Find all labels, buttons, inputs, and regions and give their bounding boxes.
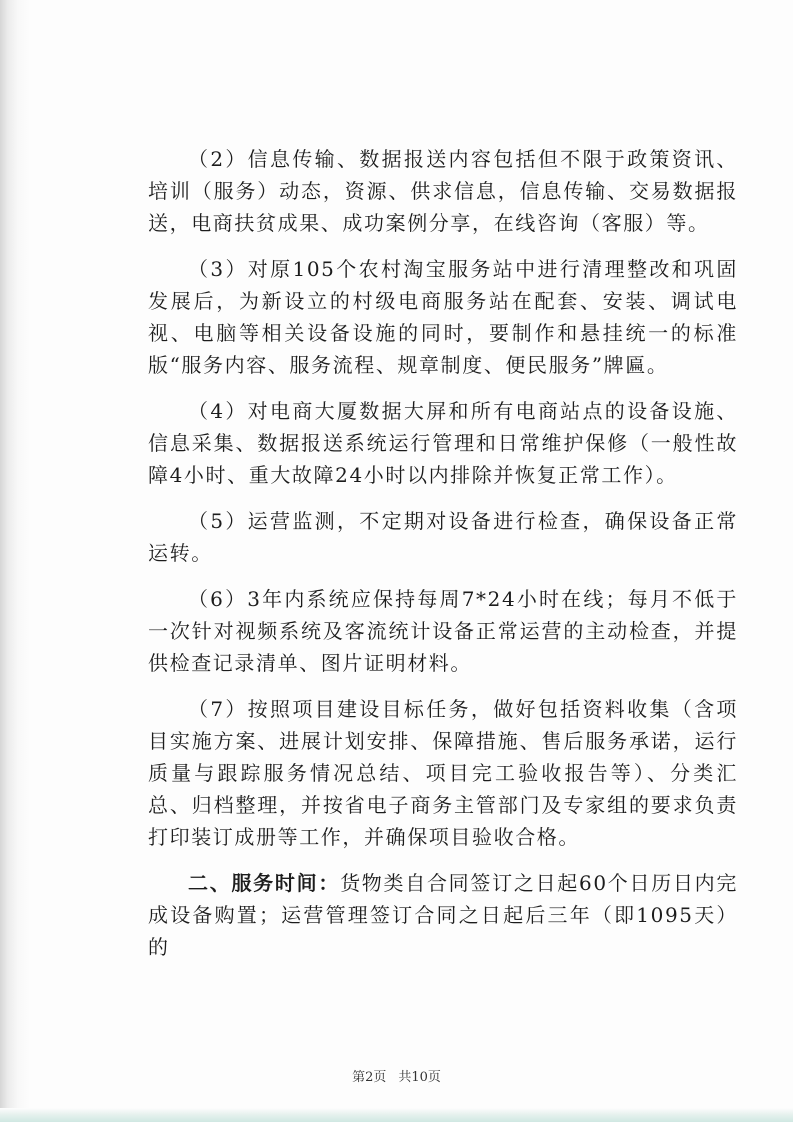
page-footer bbox=[0, 1066, 793, 1085]
paragraph-6: （6）3年内系统应保持每周7*24小时在线；每月不低于一次针对视频系统及客流统计设备正常运营的主动检查，并提供检查记录清单、图片证明材料。 bbox=[148, 587, 738, 675]
section-heading: 二、服务时间： bbox=[188, 871, 341, 895]
scan-bottom-edge bbox=[0, 1108, 793, 1122]
service-time-paragraph bbox=[148, 867, 738, 963]
page-total: 共10页 bbox=[398, 1070, 441, 1085]
paragraph-3: （3）对原105个农村淘宝服务站中进行清理整改和巩固发展后，为新设立的村级电商服务站在配套、安装、调试电视、电脑等相关设备设施的同时，要制作和悬挂统一的标准版“服务内容、服务流程、规章制度、便民服务”牌匾。 bbox=[148, 257, 738, 377]
section-text: 货物类自合同签订之日起60个日历日内完成设备购置；运营管理签订合同之日起后三年（即1095天）的 bbox=[148, 871, 738, 959]
paragraph-7: （7）按照项目建设目标任务，做好包括资料收集（含项目实施方案、进展计划安排、保障措施、售后服务承诺，运行质量与跟踪服务情况总结、项目完工验收报告等）、分类汇总、归档整理，并按省电子商务主管部门及专家组的要求负责打印装订成册等工作，并确保项目验收合格。 bbox=[148, 697, 738, 849]
paragraph-2: （2）信息传输、数据报送内容包括但不限于政策资讯、培训（服务）动态，资源、供求信息，信息传输、交易数据报送，电商扶贫成果、成功案例分享，在线咨询（客服）等。 bbox=[148, 147, 738, 235]
document-body bbox=[148, 143, 738, 963]
paragraph-4: （4）对电商大厦数据大屏和所有电商站点的设备设施、信息采集、数据报送系统运行管理和日常维护保修（一般性故障4小时、重大故障24小时以内排除并恢复正常工作）。 bbox=[148, 399, 738, 487]
scan-left-edge bbox=[0, 0, 30, 1122]
page-number: 第2页 bbox=[352, 1070, 387, 1085]
paragraph-5: （5）运营监测，不定期对设备进行检查，确保设备正常运转。 bbox=[148, 509, 738, 565]
